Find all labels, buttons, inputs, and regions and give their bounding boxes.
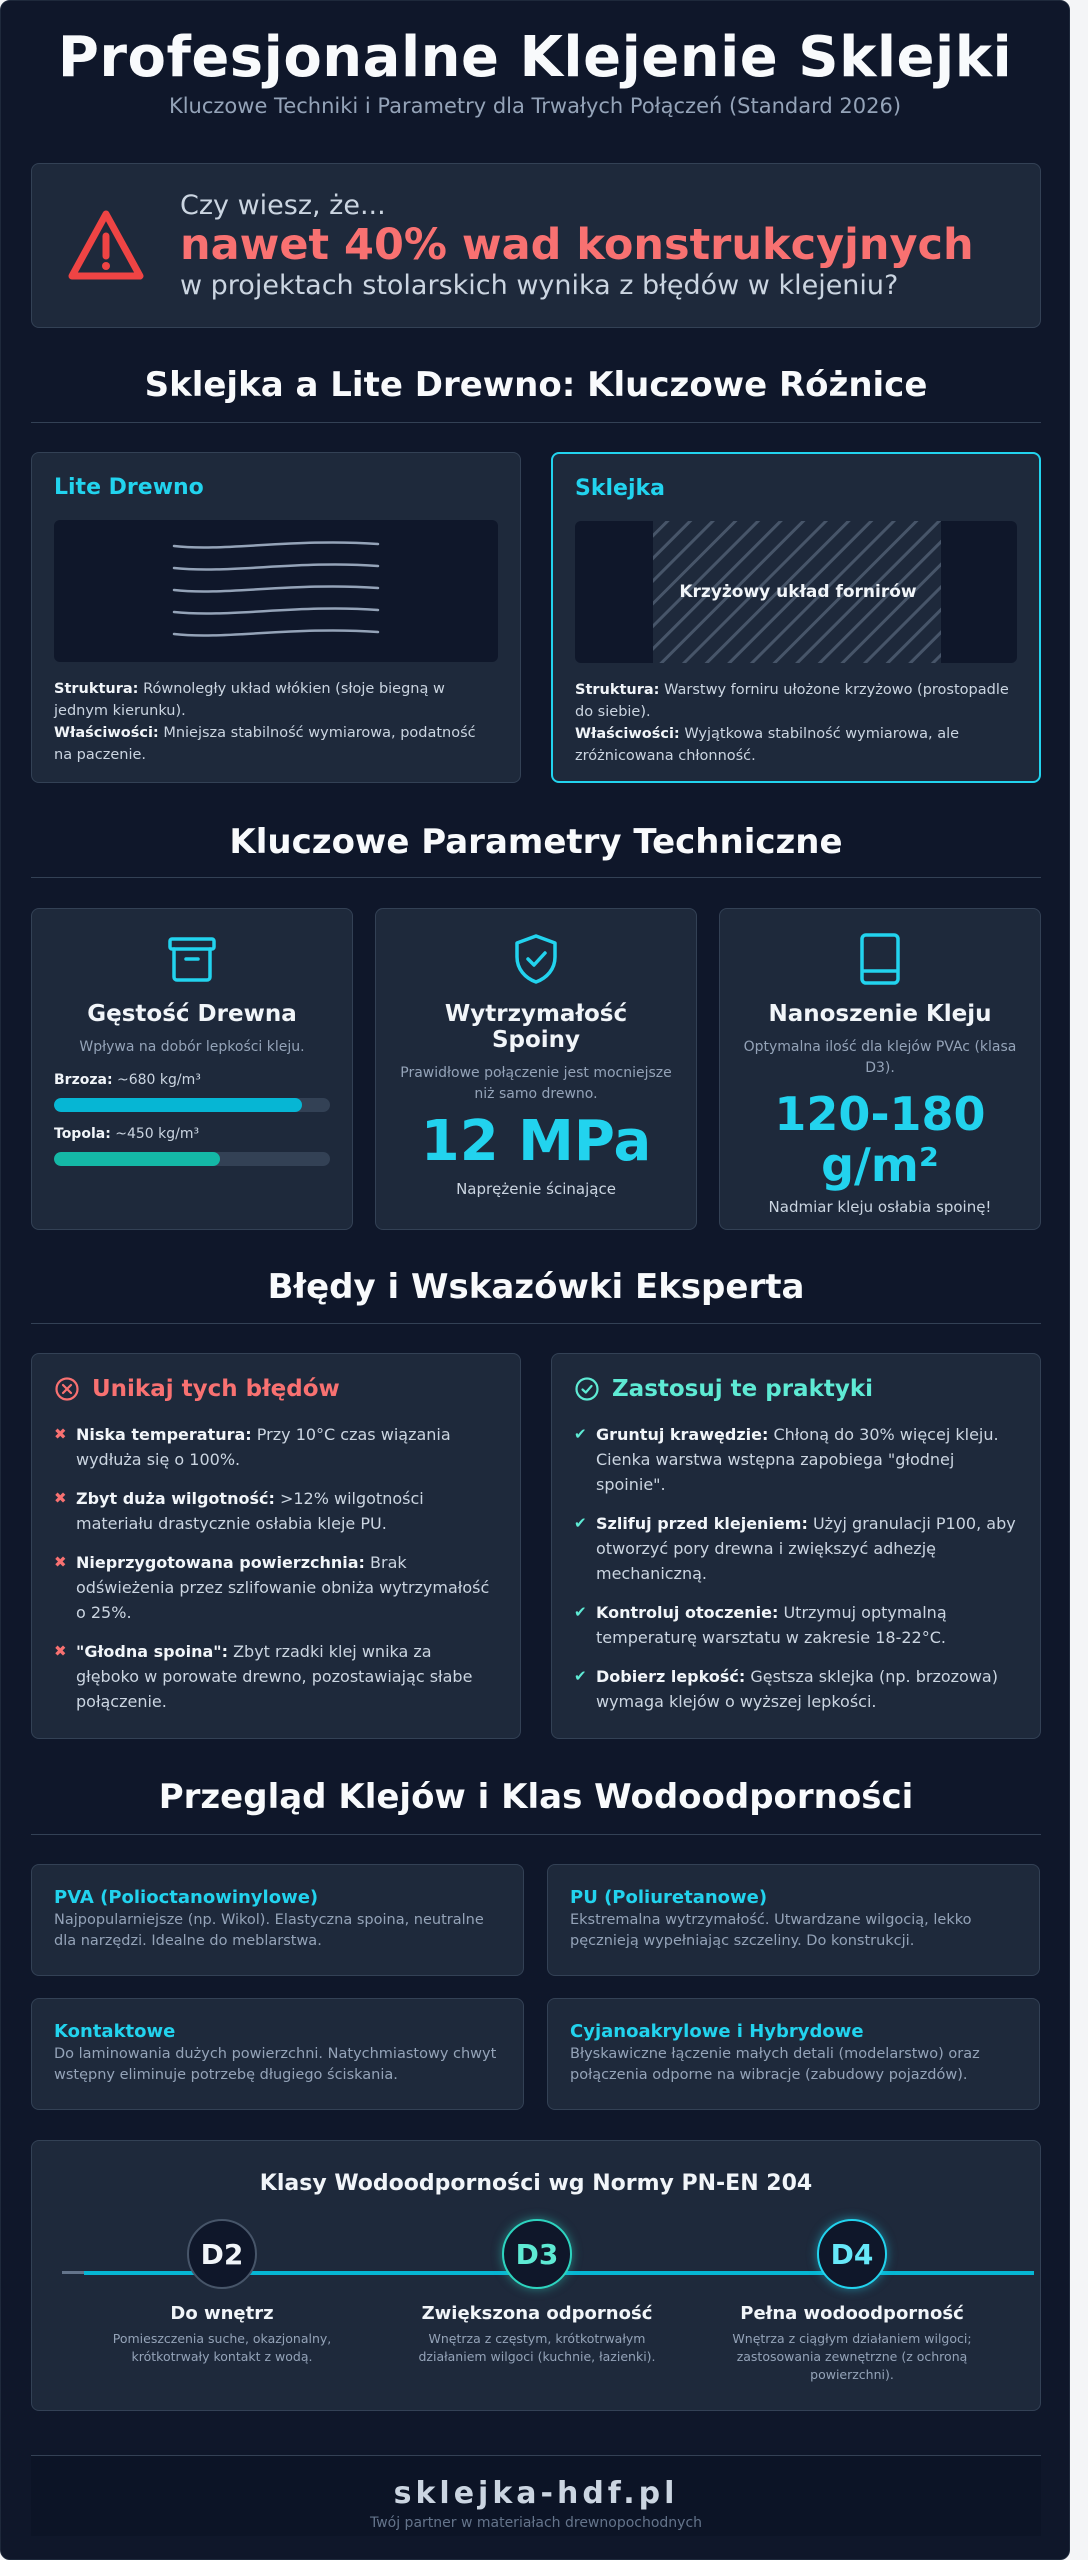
application-value-range: 120-180 bbox=[774, 1087, 986, 1141]
tip-item bbox=[574, 1422, 1018, 1497]
tip-text: Gęstsza sklejka (np. brzozowa) wymaga klejów o wyższej lepkości. bbox=[596, 1667, 998, 1711]
section-title-parameters: Kluczowe Parametry Techniczne bbox=[229, 822, 843, 862]
density-desc: Wpływa na dobór lepkości kleju. bbox=[79, 1039, 305, 1055]
strength-card bbox=[375, 908, 697, 1230]
cross-veneer-visual bbox=[575, 521, 1017, 663]
page-subtitle: Kluczowe Techniki i Parametry dla Trwałych Połączeń (Standard 2026) bbox=[168, 94, 902, 118]
birch-name: Brzoza: bbox=[54, 1072, 113, 1088]
best-practices-card bbox=[551, 1353, 1041, 1739]
glue-text: Ekstremalna wytrzymałość. Utwardzane wilgocią, lekko pęcznieją wypełniając szczeliny. Do konstrukcji. bbox=[570, 1912, 972, 1949]
class-d3 bbox=[407, 2219, 667, 2366]
cross-veneer-label: Krzyżowy układ fornirów bbox=[679, 582, 917, 602]
strength-value: 12 MPa bbox=[420, 1109, 652, 1174]
list-marker-icon: ✖ bbox=[54, 1553, 67, 1571]
archive-box-icon bbox=[164, 931, 220, 987]
tip-label: Kontroluj otoczenie: bbox=[596, 1603, 779, 1622]
tip-item bbox=[54, 1550, 498, 1625]
best-practices-header bbox=[574, 1376, 1018, 1402]
glue-text: Do laminowania dużych powierzchni. Natychmiastowy chwyt wstępny eliminuje potrzebę długiego ściskania. bbox=[54, 2046, 497, 2083]
tip-text: Zbyt rzadki klej wnika za głęboko w porowate drewno, pozostawiając słabe połączenie. bbox=[76, 1642, 473, 1711]
alert-line-1: Czy wiesz, że... bbox=[180, 189, 386, 221]
tip-item bbox=[574, 1664, 1018, 1714]
tip-item bbox=[574, 1600, 1018, 1650]
application-card bbox=[719, 908, 1041, 1230]
glue-text: Błyskawiczne łączenie małych detali (modelarstwo) oraz połączenia odporne na wibracje (zabudowy pojazdów). bbox=[570, 2046, 980, 2083]
structure-text: Warstwy forniru ułożone krzyżowo (prostopadle do siebie). bbox=[575, 682, 1009, 720]
class-d4 bbox=[722, 2219, 982, 2384]
birch-value: ~680 kg/m³ bbox=[117, 1072, 201, 1088]
birch-label bbox=[54, 1072, 330, 1088]
glue-title: PU (Poliuretanowe) bbox=[570, 1887, 768, 1908]
plywood-description bbox=[575, 679, 1017, 767]
class-badge: D3 bbox=[502, 2219, 572, 2289]
strength-desc: Prawidłowe połączenie jest mocniejsze niż samo drewno. bbox=[400, 1065, 672, 1102]
avoid-mistakes-title: Unikaj tych błędów bbox=[92, 1376, 340, 1402]
solid-wood-description bbox=[54, 678, 498, 766]
footer-brand: sklejka-hdf.pl bbox=[393, 2476, 679, 2511]
tip-text: Przy 10°C czas wiązania wydłuża się o 100%. bbox=[76, 1425, 451, 1469]
strength-note: Naprężenie ścinające bbox=[456, 1179, 616, 1198]
warning-triangle-icon bbox=[66, 206, 146, 286]
tip-label: Zbyt duża wilgotność: bbox=[76, 1489, 275, 1508]
list-marker-icon: ✔ bbox=[574, 1603, 587, 1621]
poplar-label bbox=[54, 1126, 330, 1142]
tip-label: Nieprzygotowana powierzchnia: bbox=[76, 1553, 365, 1572]
avoid-mistakes-list bbox=[54, 1422, 498, 1714]
glue-card-contact bbox=[31, 1998, 524, 2110]
tip-item bbox=[54, 1422, 498, 1472]
alert-box bbox=[31, 163, 1041, 328]
alert-line-3: w projektach stolarskich wynika z błędów w klejeniu? bbox=[180, 270, 899, 302]
footer-tagline: Twój partner w materiałach drewnopochodnych bbox=[369, 2515, 703, 2531]
poplar-density-fill bbox=[54, 1152, 220, 1166]
structure-label: Struktura: bbox=[54, 681, 139, 697]
glue-text: Najpopularniejsze (np. Wikol). Elastyczna spoina, neutralne dla narzędzi. Idealne do meblarstwa. bbox=[54, 1912, 484, 1949]
divider bbox=[31, 877, 1041, 878]
class-name: Zwiększona odporność bbox=[421, 2303, 653, 2324]
class-desc: Wnętrza z ciągłym działaniem wilgoci; zastosowania zewnętrzne (z ochroną powierzchni). bbox=[732, 2331, 972, 2382]
glue-title: Kontaktowe bbox=[54, 2021, 176, 2042]
best-practices-list bbox=[574, 1422, 1018, 1714]
poplar-density-bar bbox=[54, 1152, 330, 1166]
header bbox=[1, 1, 1069, 118]
application-desc: Optymalna ilość dla klejów PVAc (klasa D3). bbox=[743, 1039, 1017, 1076]
plywood-card bbox=[551, 452, 1041, 783]
poplar-name: Topola: bbox=[54, 1126, 111, 1142]
glue-card-pu bbox=[547, 1864, 1040, 1976]
cross-layer-pattern-icon bbox=[575, 521, 1017, 663]
solid-wood-card bbox=[31, 452, 521, 783]
density-title: Gęstość Drewna bbox=[87, 1001, 297, 1027]
footer bbox=[31, 2456, 1041, 2536]
tip-label: Dobierz lepkość: bbox=[596, 1667, 746, 1686]
birch-density-fill bbox=[54, 1098, 302, 1112]
birch-density-bar bbox=[54, 1098, 330, 1112]
timeline-start bbox=[62, 2271, 84, 2274]
glue-title: Cyjanoakrylowe i Hybrydowe bbox=[570, 2021, 864, 2042]
tip-text: Użyj granulacji P100, aby otworzyć pory drewna i zwiększyć adhezję mechaniczną. bbox=[596, 1514, 1016, 1583]
class-desc: Wnętrza z częstym, krótkotrwałym działaniem wilgoci (kuchnie, łazienki). bbox=[418, 2331, 656, 2364]
application-value-unit: g/m² bbox=[821, 1137, 939, 1192]
check-circle-icon bbox=[574, 1376, 600, 1402]
divider bbox=[31, 1323, 1041, 1324]
tip-label: Szlifuj przed klejeniem: bbox=[596, 1514, 808, 1533]
avoid-mistakes-card bbox=[31, 1353, 521, 1739]
tip-text: Brak odświeżenia przez szlifowanie obniża wytrzymałość o 25%. bbox=[76, 1553, 490, 1622]
avoid-mistakes-header bbox=[54, 1376, 498, 1402]
best-practices-title: Zastosuj te praktyki bbox=[612, 1376, 874, 1402]
parallel-grain-visual bbox=[54, 520, 498, 662]
alert-highlight: nawet 40% wad konstrukcyjnych bbox=[180, 219, 974, 270]
class-badge: D4 bbox=[817, 2219, 887, 2289]
wood-grain-icon bbox=[54, 520, 498, 662]
tip-item bbox=[54, 1486, 498, 1536]
class-desc: Pomieszczenia suche, okazjonalny, krótkotrwały kontakt z wodą. bbox=[112, 2331, 332, 2364]
list-marker-icon: ✔ bbox=[574, 1514, 587, 1532]
tip-text: >12% wilgotności materiału drastycznie osłabia kleje PU. bbox=[76, 1489, 424, 1533]
list-marker-icon: ✖ bbox=[54, 1425, 67, 1443]
poplar-value: ~450 kg/m³ bbox=[115, 1126, 200, 1142]
class-name: Pełna wodoodporność bbox=[740, 2303, 964, 2324]
book-icon bbox=[852, 931, 908, 987]
glue-card-cyanoacrylate bbox=[547, 1998, 1040, 2110]
section-title-comparison: Sklejka a Lite Drewno: Kluczowe Różnice bbox=[144, 365, 928, 405]
properties-text: Mniejsza stabilność wymiarowa, podatność na paczenie. bbox=[54, 725, 476, 763]
class-d2 bbox=[92, 2219, 352, 2366]
tip-item bbox=[574, 1511, 1018, 1586]
list-marker-icon: ✖ bbox=[54, 1642, 67, 1660]
density-card bbox=[31, 908, 353, 1230]
class-badge: D2 bbox=[187, 2219, 257, 2289]
glue-title: PVA (Polioctanowinylowe) bbox=[54, 1887, 319, 1908]
properties-label: Właściwości: bbox=[54, 725, 159, 741]
glue-card-pva bbox=[31, 1864, 524, 1976]
solid-wood-title: Lite Drewno bbox=[54, 475, 204, 500]
section-title-glues: Przegląd Klejów i Klas Wodoodporności bbox=[158, 1777, 914, 1817]
divider bbox=[31, 422, 1041, 423]
structure-label: Struktura: bbox=[575, 682, 660, 698]
tip-item bbox=[54, 1639, 498, 1714]
divider bbox=[31, 1834, 1041, 1835]
application-value bbox=[742, 1089, 1018, 1190]
shield-check-icon bbox=[508, 931, 564, 987]
strength-title: Wytrzymałość Spoiny bbox=[444, 1001, 628, 1053]
page-title: Profesjonalne Klejenie Sklejki bbox=[57, 25, 1013, 90]
water-resistance-classes bbox=[31, 2140, 1041, 2411]
tip-label: Niska temperatura: bbox=[76, 1425, 252, 1444]
tip-label: "Głodna spoina": bbox=[76, 1642, 228, 1661]
list-marker-icon: ✔ bbox=[574, 1667, 587, 1685]
list-marker-icon: ✖ bbox=[54, 1489, 67, 1507]
classes-title: Klasy Wodoodporności wg Normy PN-EN 204 bbox=[259, 2171, 813, 2196]
x-circle-icon bbox=[54, 1376, 80, 1402]
properties-label: Właściwości: bbox=[575, 726, 680, 742]
structure-text: Równoległy układ włókien (słoje biegną w jednym kierunku). bbox=[54, 681, 445, 719]
plywood-title: Sklejka bbox=[575, 476, 665, 501]
properties-text: Wyjątkowa stabilność wymiarowa, ale zróżnicowana chłonność. bbox=[575, 726, 960, 764]
list-marker-icon: ✔ bbox=[574, 1425, 587, 1443]
section-title-tips: Błędy i Wskazówki Eksperta bbox=[267, 1267, 805, 1307]
class-name: Do wnętrz bbox=[170, 2303, 274, 2324]
tip-text: Utrzymuj optymalną temperaturę warsztatu w zakresie 18-22°C. bbox=[596, 1603, 947, 1647]
application-note: Nadmiar kleju osłabia spoinę! bbox=[768, 1198, 992, 1217]
tip-label: Gruntuj krawędzie: bbox=[596, 1425, 769, 1444]
application-title: Nanoszenie Kleju bbox=[768, 1001, 992, 1027]
tip-text: Chłoną do 30% więcej kleju. Cienka warstwa wstępna zapobiega "głodnej spoinie". bbox=[596, 1425, 999, 1494]
